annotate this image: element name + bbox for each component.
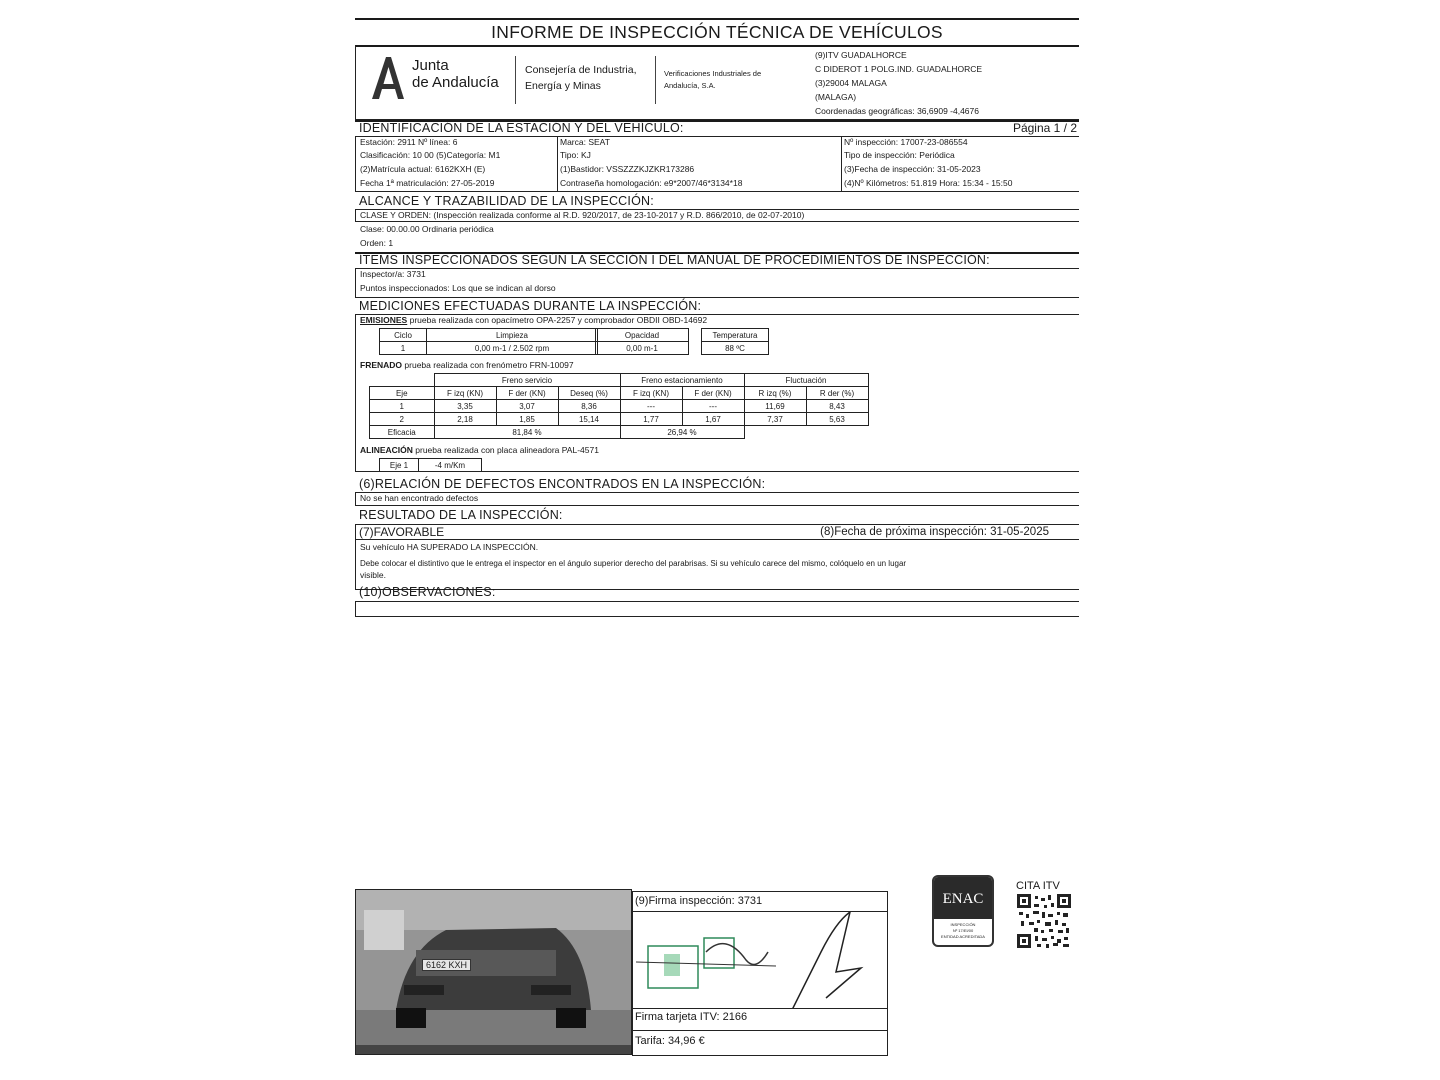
emisiones-value: 88 ºC	[702, 342, 769, 355]
id-col2-3: (1)Bastidor: VSSZZZKJZKR173286	[560, 164, 695, 174]
id-col1-2: Clasificación: 10 00 (5)Categoría: M1	[360, 150, 501, 160]
firma-tarjeta: Firma tarjeta ITV: 2166	[635, 1011, 748, 1023]
qr-code-icon	[1017, 894, 1071, 948]
id-col3-2: Tipo de inspección: Periódica	[844, 150, 955, 160]
station-line-3: (3)29004 MALAGA	[815, 78, 887, 88]
id-col1-1: Estación: 2911 Nº línea: 6	[360, 137, 458, 147]
scope-clase: Clase: 00.00.00 Ordinaria periódica	[360, 224, 494, 234]
alineacion-eje: Eje 1	[380, 459, 419, 472]
frenado-header: F der (KN)	[682, 387, 744, 400]
id-col2-4: Contraseña homologación: e9*2007/46*3134*18	[560, 178, 743, 188]
emisiones-header: Ciclo	[380, 329, 427, 342]
enac-label: ENAC	[942, 891, 984, 907]
emisiones-value: 0,00 m-1	[596, 342, 689, 355]
frenado-cell: 2	[370, 413, 435, 426]
id-col1-3: (2)Matrícula actual: 6162KXH (E)	[360, 164, 486, 174]
frenado-cell: 1,77	[620, 413, 682, 426]
frenado-table	[369, 373, 869, 439]
id-col2-1: Marca: SEAT	[560, 137, 610, 147]
tarifa: Tarifa: 34,96 €	[635, 1035, 705, 1047]
id-col3-1: Nº inspección: 17007-23-086554	[844, 137, 968, 147]
alineacion-table	[379, 458, 482, 472]
vehicle-photo-image	[356, 890, 632, 1055]
frenado-cell: 2,18	[434, 413, 496, 426]
vehicle-photo	[355, 889, 632, 1055]
emisiones-table-2	[595, 328, 689, 355]
logo-divider	[515, 56, 516, 104]
emisiones-label: EMISIONES prueba realizada con opacímetro OPA-2257 y comprobador OBDII OBD-14692	[360, 315, 708, 325]
emisiones-header: Limpieza	[427, 329, 598, 342]
logo-name-line1: Junta	[412, 57, 449, 74]
frenado-cell: 1	[370, 400, 435, 413]
report-title: INFORME DE INSPECCIÓN TÉCNICA DE VEHÍCULOS	[491, 22, 943, 42]
station-line-1: (9)ITV GUADALHORCE	[815, 50, 907, 60]
emisiones-table-3	[701, 328, 769, 355]
observations-heading: (10)OBSERVACIONES:	[359, 585, 496, 599]
frenado-header: R izq (%)	[744, 387, 806, 400]
result-next-date: (8)Fecha de próxima inspección: 31-05-2025	[820, 526, 1049, 538]
frenado-cell: 8,43	[806, 400, 868, 413]
page-number: Página 1 / 2	[1012, 121, 1077, 135]
station-line-5: Coordenadas geográficas: 36,6909 -4,4676	[815, 106, 979, 116]
identification-heading: IDENTIFICACIÓN DE LA ESTACIÓN Y DEL VEHÍCULO:	[359, 121, 684, 135]
enac-caption-3: ENTIDAD ACREDITADA	[941, 934, 985, 939]
stamp-and-signature-icon	[636, 912, 886, 1008]
scope-orden: Orden: 1	[360, 238, 394, 248]
dept-line1: Consejería de Industria,	[525, 64, 637, 76]
frenado-header: Eje	[370, 387, 435, 400]
enac-caption-1: INSPECCIÓN	[950, 922, 976, 927]
eficacia-estacionamiento: 26,94 %	[620, 426, 744, 439]
frenado-header: R der (%)	[806, 387, 868, 400]
vehicle-plate: 6162 KXH	[422, 959, 471, 971]
alineacion-value: -4 m/Km	[419, 459, 482, 472]
frenado-cell: 7,37	[744, 413, 806, 426]
frenado-header: F izq (KN)	[434, 387, 496, 400]
enac-caption-2: Nº 17/EI/00	[952, 928, 974, 933]
logo-name-line2: de Andalucía	[412, 74, 499, 91]
frenado-cell: 8,36	[558, 400, 620, 413]
frenado-group: Freno estacionamiento	[620, 374, 744, 387]
eficacia-servicio: 81,84 %	[434, 426, 620, 439]
defects-text: No se han encontrado defectos	[360, 493, 479, 503]
frenado-header: Deseq (%)	[558, 387, 620, 400]
company-divider	[655, 56, 656, 104]
result-line2: Debe colocar el distintivo que le entrega el inspector en el ángulo superior derecho del parabrisas. Si su vehículo carece del mismo, colóquelo en un lugar	[360, 559, 907, 568]
company-line2: Andalucía, S.A.	[664, 81, 716, 90]
emisiones-text: prueba realizada con opacímetro OPA-2257 y comprobador OBDII OBD-14692	[409, 315, 708, 325]
frenado-cell: 3,35	[434, 400, 496, 413]
dept-line2: Energía y Minas	[525, 80, 601, 92]
frenado-cell: ---	[620, 400, 682, 413]
items-heading: ÍTEMS INSPECCIONADOS SEGÚN LA SECCIÓN I DEL MANUAL DE PROCEDIMIENTOS DE INSPECCIÓN:	[359, 253, 990, 267]
frenado-cell: 15,14	[558, 413, 620, 426]
result-verdict: (7)FAVORABLE	[359, 525, 445, 539]
junta-andalucia-logo-icon	[370, 55, 406, 101]
id-col3-3: (3)Fecha de inspección: 31-05-2023	[844, 164, 981, 174]
station-line-4: (MALAGA)	[815, 92, 857, 102]
firma-inspeccion: (9)Firma inspección: 3731	[635, 895, 763, 907]
frenado-cell: 1,85	[496, 413, 558, 426]
frenado-group: Fluctuación	[744, 374, 868, 387]
id-col3-4: (4)Nº Kilómetros: 51.819 Hora: 15:34 - 15:50	[844, 178, 1013, 188]
table-row	[370, 400, 869, 413]
frenado-cell: ---	[682, 400, 744, 413]
emisiones-table-1	[379, 328, 598, 355]
scope-clase-orden: CLASE Y ORDEN: (Inspección realizada conforme al R.D. 920/2017, de 23-10-2017 y R.D. 866/2010, de 02-07-2010)	[360, 210, 805, 220]
eficacia-label: Eficacia	[370, 426, 435, 439]
frenado-cell: 5,63	[806, 413, 868, 426]
items-points: Puntos inspeccionados: Los que se indican al dorso	[360, 283, 556, 293]
frenado-cell: 11,69	[744, 400, 806, 413]
result-line1: Su vehículo HA SUPERADO LA INSPECCIÓN.	[360, 542, 539, 552]
frenado-header: F der (KN)	[496, 387, 558, 400]
id-col2-2: Tipo: KJ	[560, 150, 591, 160]
alineacion-label: ALINEACIÓN prueba realizada con placa alineadora PAL-4571	[360, 445, 599, 455]
id-col1-4: Fecha 1ª matriculación: 27-05-2019	[360, 178, 495, 188]
emisiones-value: 0,00 m-1 / 2.502 rpm	[427, 342, 598, 355]
frenado-label: FRENADO prueba realizada con frenómetro FRN-10097	[360, 360, 574, 370]
cita-label: CITA ITV	[1016, 880, 1060, 892]
table-row	[370, 413, 869, 426]
emisiones-header: Opacidad	[596, 329, 689, 342]
result-heading: RESULTADO DE LA INSPECCIÓN:	[359, 508, 563, 522]
enac-logo	[932, 875, 994, 947]
frenado-group: Freno servicio	[434, 374, 620, 387]
emisiones-header: Temperatura	[702, 329, 769, 342]
frenado-header: F izq (KN)	[620, 387, 682, 400]
defects-heading: (6)RELACIÓN DE DEFECTOS ENCONTRADOS EN LA INSPECCIÓN:	[359, 477, 766, 491]
frenado-text: prueba realizada con frenómetro FRN-10097	[404, 360, 574, 370]
result-line3: visible.	[360, 570, 386, 580]
scope-heading: ALCANCE Y TRAZABILIDAD DE LA INSPECCIÓN:	[359, 194, 654, 208]
frenado-cell: 1,67	[682, 413, 744, 426]
items-inspector: Inspector/a: 3731	[360, 269, 426, 279]
station-line-2: C DIDEROT 1 POLG.IND. GUADALHORCE	[815, 64, 983, 74]
frenado-cell: 3,07	[496, 400, 558, 413]
alineacion-text: prueba realizada con placa alineadora PAL-4571	[415, 445, 599, 455]
observations-box	[355, 601, 1079, 617]
company-line1: Verificaciones Industriales de	[664, 69, 762, 78]
measurements-heading: MEDICIONES EFECTUADAS DURANTE LA INSPECCIÓN:	[359, 299, 702, 313]
emisiones-value: 1	[380, 342, 427, 355]
